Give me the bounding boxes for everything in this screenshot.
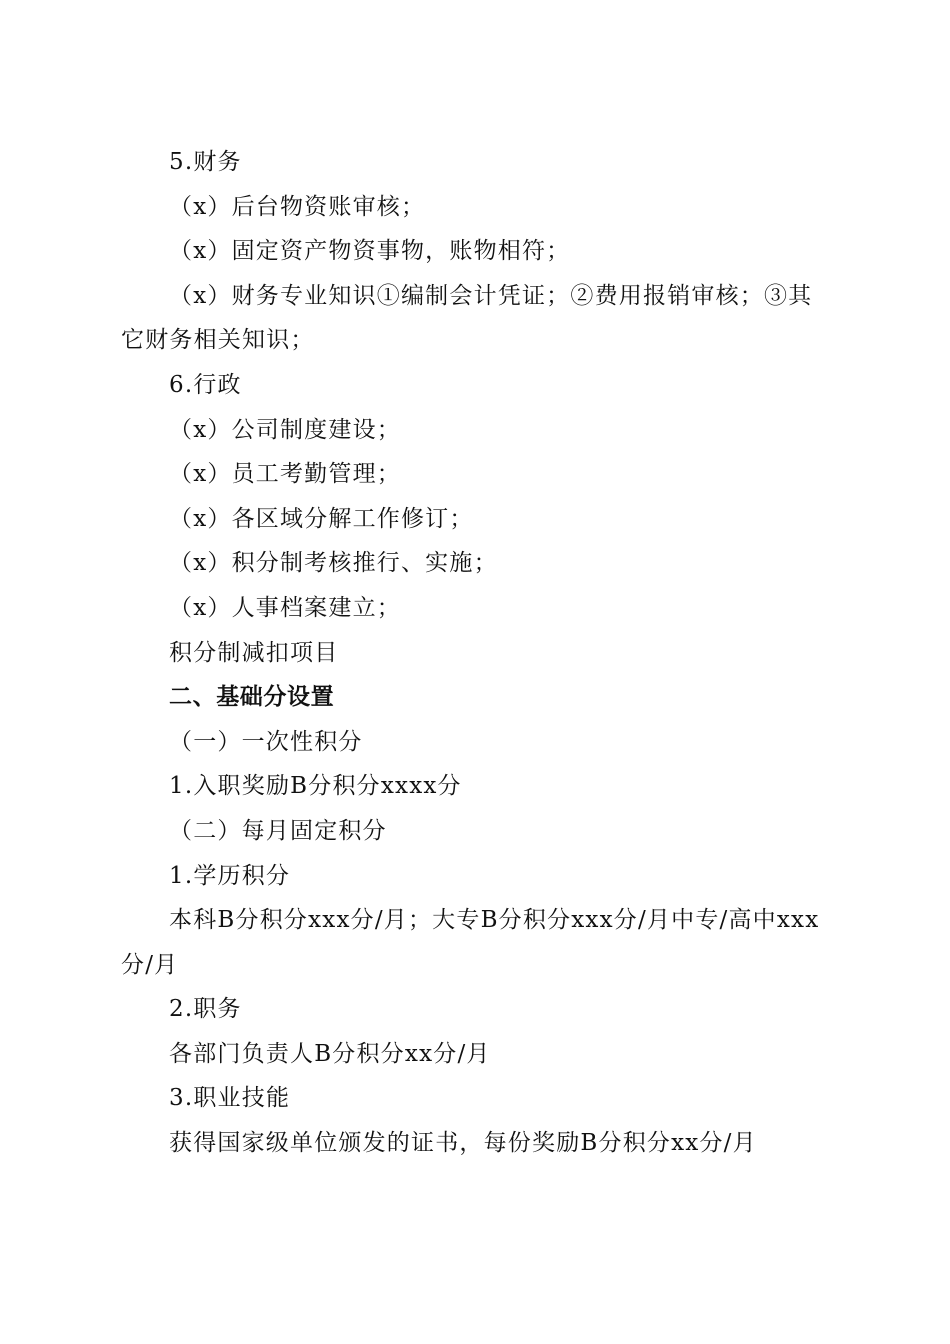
paragraph-item: （x）固定资产物资事物，账物相符； (169, 238, 571, 265)
paragraph-item: （x）公司制度建设； (169, 416, 401, 443)
paragraph-item: （x）各区域分解工作修订； (169, 505, 474, 532)
paragraph-item: （x）员工考勤管理； (169, 461, 401, 488)
paragraph-item: （x）人事档案建立； (169, 594, 401, 621)
paragraph-section-6: 6.行政 (169, 371, 242, 398)
paragraph-label: 积分制减扣项目 (169, 639, 339, 666)
paragraph-item: 1.入职奖励B分积分xxxx分 (169, 773, 462, 800)
paragraph-body: 获得国家级单位颁发的证书，每份奖励B分积分xx分/月 (169, 1130, 757, 1157)
paragraph-item: 2.职务 (169, 996, 242, 1023)
section-heading: 二、基础分设置 (169, 684, 335, 711)
paragraph-item: 3.职业技能 (169, 1085, 291, 1112)
paragraph-section-5: 5.财务 (169, 149, 242, 175)
paragraph-item: （x）积分制考核推行、实施； (169, 550, 498, 577)
paragraph-body: 各部门负责人B分积分xx分/月 (169, 1040, 491, 1067)
paragraph-item: （x）后台物资账审核； (169, 193, 426, 220)
subsection-heading: （一）一次性积分 (169, 728, 363, 755)
subsection-heading: （二）每月固定积分 (169, 817, 387, 844)
paragraph-item: （x）财务专业知识①编制会计凭证；②费用报销审核；③其它财务相关知识； (121, 282, 813, 354)
paragraph-body: 本科B分积分xxx分/月；大专B分积分xxx分/月中专/高中xxx分/月 (121, 907, 820, 978)
paragraph-item: 1.学历积分 (169, 862, 291, 889)
document-body (121, 140, 826, 1166)
